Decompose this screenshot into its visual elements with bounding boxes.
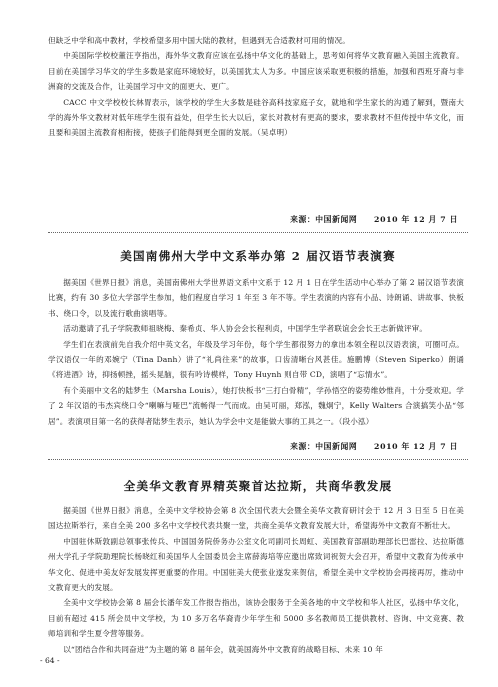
divider [48, 232, 468, 233]
page-number: - 64 - [40, 656, 60, 665]
article2-body [48, 275, 464, 429]
article1-source: 来源：中国新闻网 2010 年 12 月 7 日 [290, 215, 458, 224]
article3-paragraph: 中国驻休斯敦副总领事张传兵、中国国务院侨务办公室文化司副司长周虹、美国教育部副助理部长巴雷拉、达拉斯德州大学孔子学院助理院长杨晓红和美国华人全国委员会主席薛海培等应邀出席致词祝贺大会召开，希望中文教育为传承中华文化、促进中美友好发展发挥更重要的作用。中国驻美大使张业遂发来贺信，希望全美中文学校协会再接再厉，推动中文教育更大的发展。 [48, 536, 464, 593]
article2-paragraph: 活动邀请了孔子学院教师祖晓梅、秦希贞、华人协会会长程利贞，中国学生学者联谊会会长王志新做评审。 [63, 324, 428, 334]
article1-paragraph: 但缺乏中学和高中教材，学校希望多用中国大陆的教材，但遇到无合适教材可用的情况。 [48, 36, 351, 45]
article3-paragraph: 全美中文学校协会第 8 届会长潘年发工作报告指出，该协会服务于全美各地的中文学校和华人社区，弘扬中华文化，目前有超过 415 所会员中文学校，为 10 多万名华裔青少年学生和 5000 多名教师员工提供教材、咨询、中文竞赛、教师培训和学生夏令营等服务。 [48, 598, 464, 639]
article3-body [48, 503, 464, 657]
article2-paragraph: 据美国《世界日报》消息，美国南佛州大学世界语文系中文系于 12 月 1 日在学生活动中心举办了第 2 届汉语节表演比赛，约有 30 多位大学部学生参加，他们程度自学习 1 年至 3 年不等。学生表演的内容有小品、诗朗诵、讲故事、快板书、绕口令，以及流行歌曲演唱等。 [48, 278, 464, 318]
article3-title: 全美华文教育界精英聚首达拉斯，共商华教发展 [123, 479, 393, 493]
article2-paragraph: 有个美丽中文名的陆梦生（Marsha Louis），她打快板书“三打白骨精”，学孙悟空的姿势维妙惟肖，十分受欢迎。学了 2 年汉语的韦杰宾绕口令“喇嘛与哑巴”流畅得一气而成。由吴可丽，郑泓，魏炯宁，Kelly Walters 合演搞笑小品“邻居”。表演项目第一名的获得者陆梦生表示，她认为学会中文是能做大事的工具之一。（段小泓） [48, 385, 464, 426]
article2-source: 来源：中国新闻网 2010 年 12 月 7 日 [290, 442, 458, 451]
article2-paragraph: 学生们在表演前先自我介绍中英文名，年级及学习年份，每个学生都很努力的拿出本领全程以汉语表演，可圈可点。学汉语仅一年的邓婉宁（Tina Danh）讲了“礼尚往来”的故事，口齿清晰台风甚佳。施鹏博（Steven Siperko）朗诵《将进酒》诗，抑扬顿挫，摇头晃脑，很有吟诗模样，Tony Huynh 则自带 CD，演唱了“忘情水”。 [48, 339, 464, 380]
divider [48, 459, 468, 460]
article3-paragraph: 以“团结合作和共同奋进”为主题的第 8 届年会，就美国海外中文教育的战略目标、未来 10 年 [63, 644, 383, 654]
article1-paragraph: CACC 中文学校校长林胃表示，该学校的学生大多数是硅谷高科技家庭子女，就地和学生家长的沟通了解到，暨南大学的海外华文教材对低年班学生很有益处，但学生长大以后，家长对教材有更高的要求，要求教材不但传授中华文化，而且要和美国主流教育相衔接，使孩子们能得到更全面的发展。（吴卓明） [48, 97, 464, 138]
article3-paragraph: 据美国《世界日报》消息，全美中文学校协会第 8 次全国代表大会暨全美华文教育研讨会于 12 月 3 日至 5 日在美国达拉斯举行，来自全美 200 多名中文学校代表共聚一堂，共商全美华文教育发展大计，希望海外中文教育不断壮大。 [48, 506, 464, 531]
article1-body [48, 33, 464, 141]
article2-title: 美国南佛州大学中文系举办第 2 届汉语节表演赛 [120, 249, 396, 263]
article1-paragraph: 中美国际学校校董汪亨指出，海外华文教育应该在弘扬中华文化的基础上，思考如何将华文教育融入美国主流教育。目前在美国学习华文的学生多数是家庭环境较好，以美国犹太人为多。中国应该采取更积极的措施，加强和西班牙裔与非洲裔的交流及合作，让美国学习中文的面更大、更广。 [48, 51, 464, 92]
